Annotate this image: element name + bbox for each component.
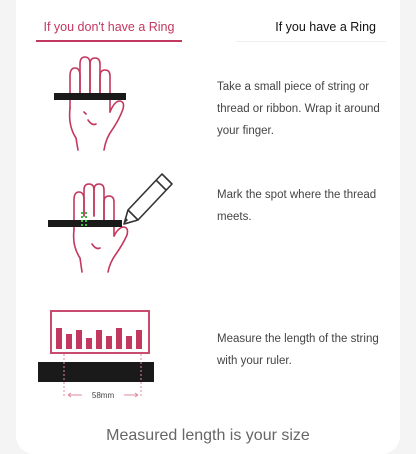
tab-have-ring[interactable]: If you have a Ring (236, 14, 386, 42)
guide-tabs (36, 14, 386, 42)
step-2-text: Mark the spot where the thread meets. (217, 189, 377, 223)
hand-with-pencil-icon (44, 166, 174, 278)
tab-no-ring[interactable]: If you don't have a Ring (36, 14, 182, 42)
ruler-measure-icon (36, 308, 156, 404)
hand-with-string-icon (48, 54, 138, 164)
measurement-label: 58mm (91, 391, 115, 400)
footer-caption: Measured length is your size (106, 427, 310, 444)
step-1-text: Take a small piece of string or thread or ribbon. Wrap it around your finger. (217, 81, 380, 137)
step-3-text: Measure the length of the string with your ruler. (217, 333, 379, 367)
